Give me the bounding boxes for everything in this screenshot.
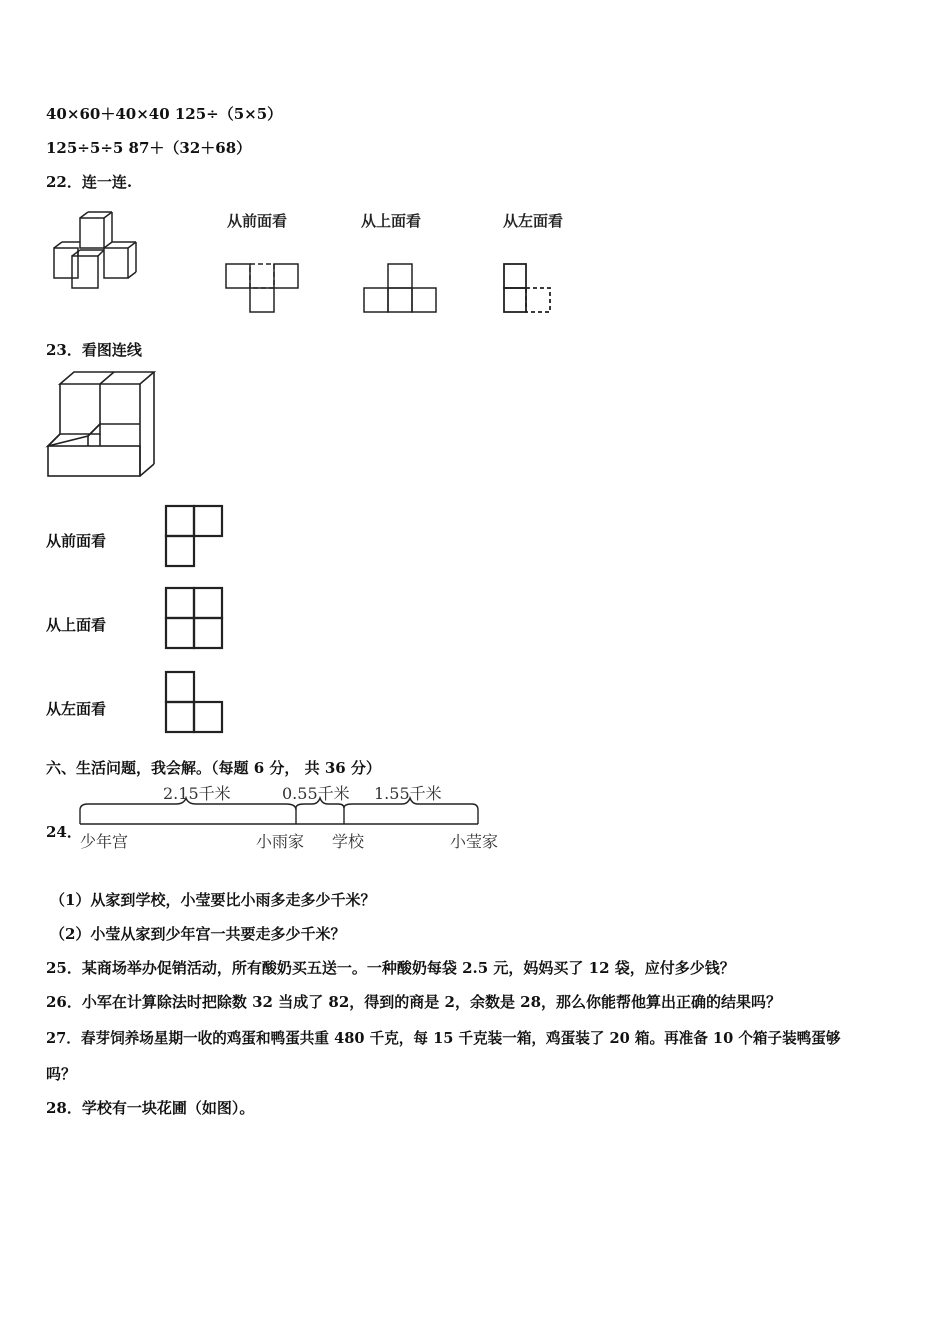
distance-label-3: 1.55千米 [374,784,442,803]
q22-label-left: 从左面看 [503,212,564,230]
place-xiaoying-home: 小莹家 [450,832,499,851]
place-youth-palace: 少年宫 [80,832,129,851]
question-28: 28．学校有一块花圃（如图）。 [46,1099,255,1117]
q23-solid-figure [46,370,158,488]
question-24-part-1: （1）从家到学校，小莹要比小雨多走多少千米？ [50,891,376,909]
question-24: 24． [46,823,82,841]
section-6-heading: 六、生活问题，我会解。（每题 6 分， 共 36 分） [46,759,381,777]
question-27: 27．春芽饲养场星期一收的鸡蛋和鸭蛋共重 480 千克，每 15 千克装一箱，鸡蛋装了 20 箱。再准备 10 个箱子装鸭蛋够 [46,1030,841,1047]
q22-label-front: 从前面看 [227,212,288,230]
q23-top-view-shape [164,586,228,654]
question-22: 22．连一连. [46,173,133,191]
place-school: 学校 [332,832,365,851]
question-27-continued: 吗？ [46,1065,77,1083]
q22-front-view-shape [224,262,304,316]
q23-left-view-shape [164,670,226,738]
question-23: 23．看图连线 [46,341,142,359]
q22-label-top: 从上面看 [361,212,422,230]
expression-line-1: 40×60＋40×40 125÷（5×5） [46,105,283,123]
question-26: 26．小军在计算除法时把除数 32 当成了 82，得到的商是 2，余数是 28，那么你能帮他算出正确的结果吗？ [46,993,782,1011]
q22-left-view-shape [502,262,562,318]
q22-top-view-shape [362,262,442,316]
distance-label-2: 0.55千米 [282,784,350,803]
q23-front-view-shape [164,504,226,570]
expression-line-2: 125÷5÷5 87＋（32＋68） [46,139,252,157]
question-25: 25．某商场举办促销活动，所有酸奶买五送一。一种酸奶每袋 2.5 元，妈妈买了 12 袋，应付多少钱？ [46,959,735,977]
q23-label-left: 从左面看 [46,700,107,718]
q22-cube-figure [50,210,150,290]
place-xiaoyu-home: 小雨家 [256,832,305,851]
q23-label-front: 从前面看 [46,532,107,550]
distance-label-1: 2.15千米 [163,784,231,803]
q23-label-top: 从上面看 [46,616,107,634]
question-24-part-2: （2）小莹从家到少年宫一共要走多少千米？ [50,925,346,943]
